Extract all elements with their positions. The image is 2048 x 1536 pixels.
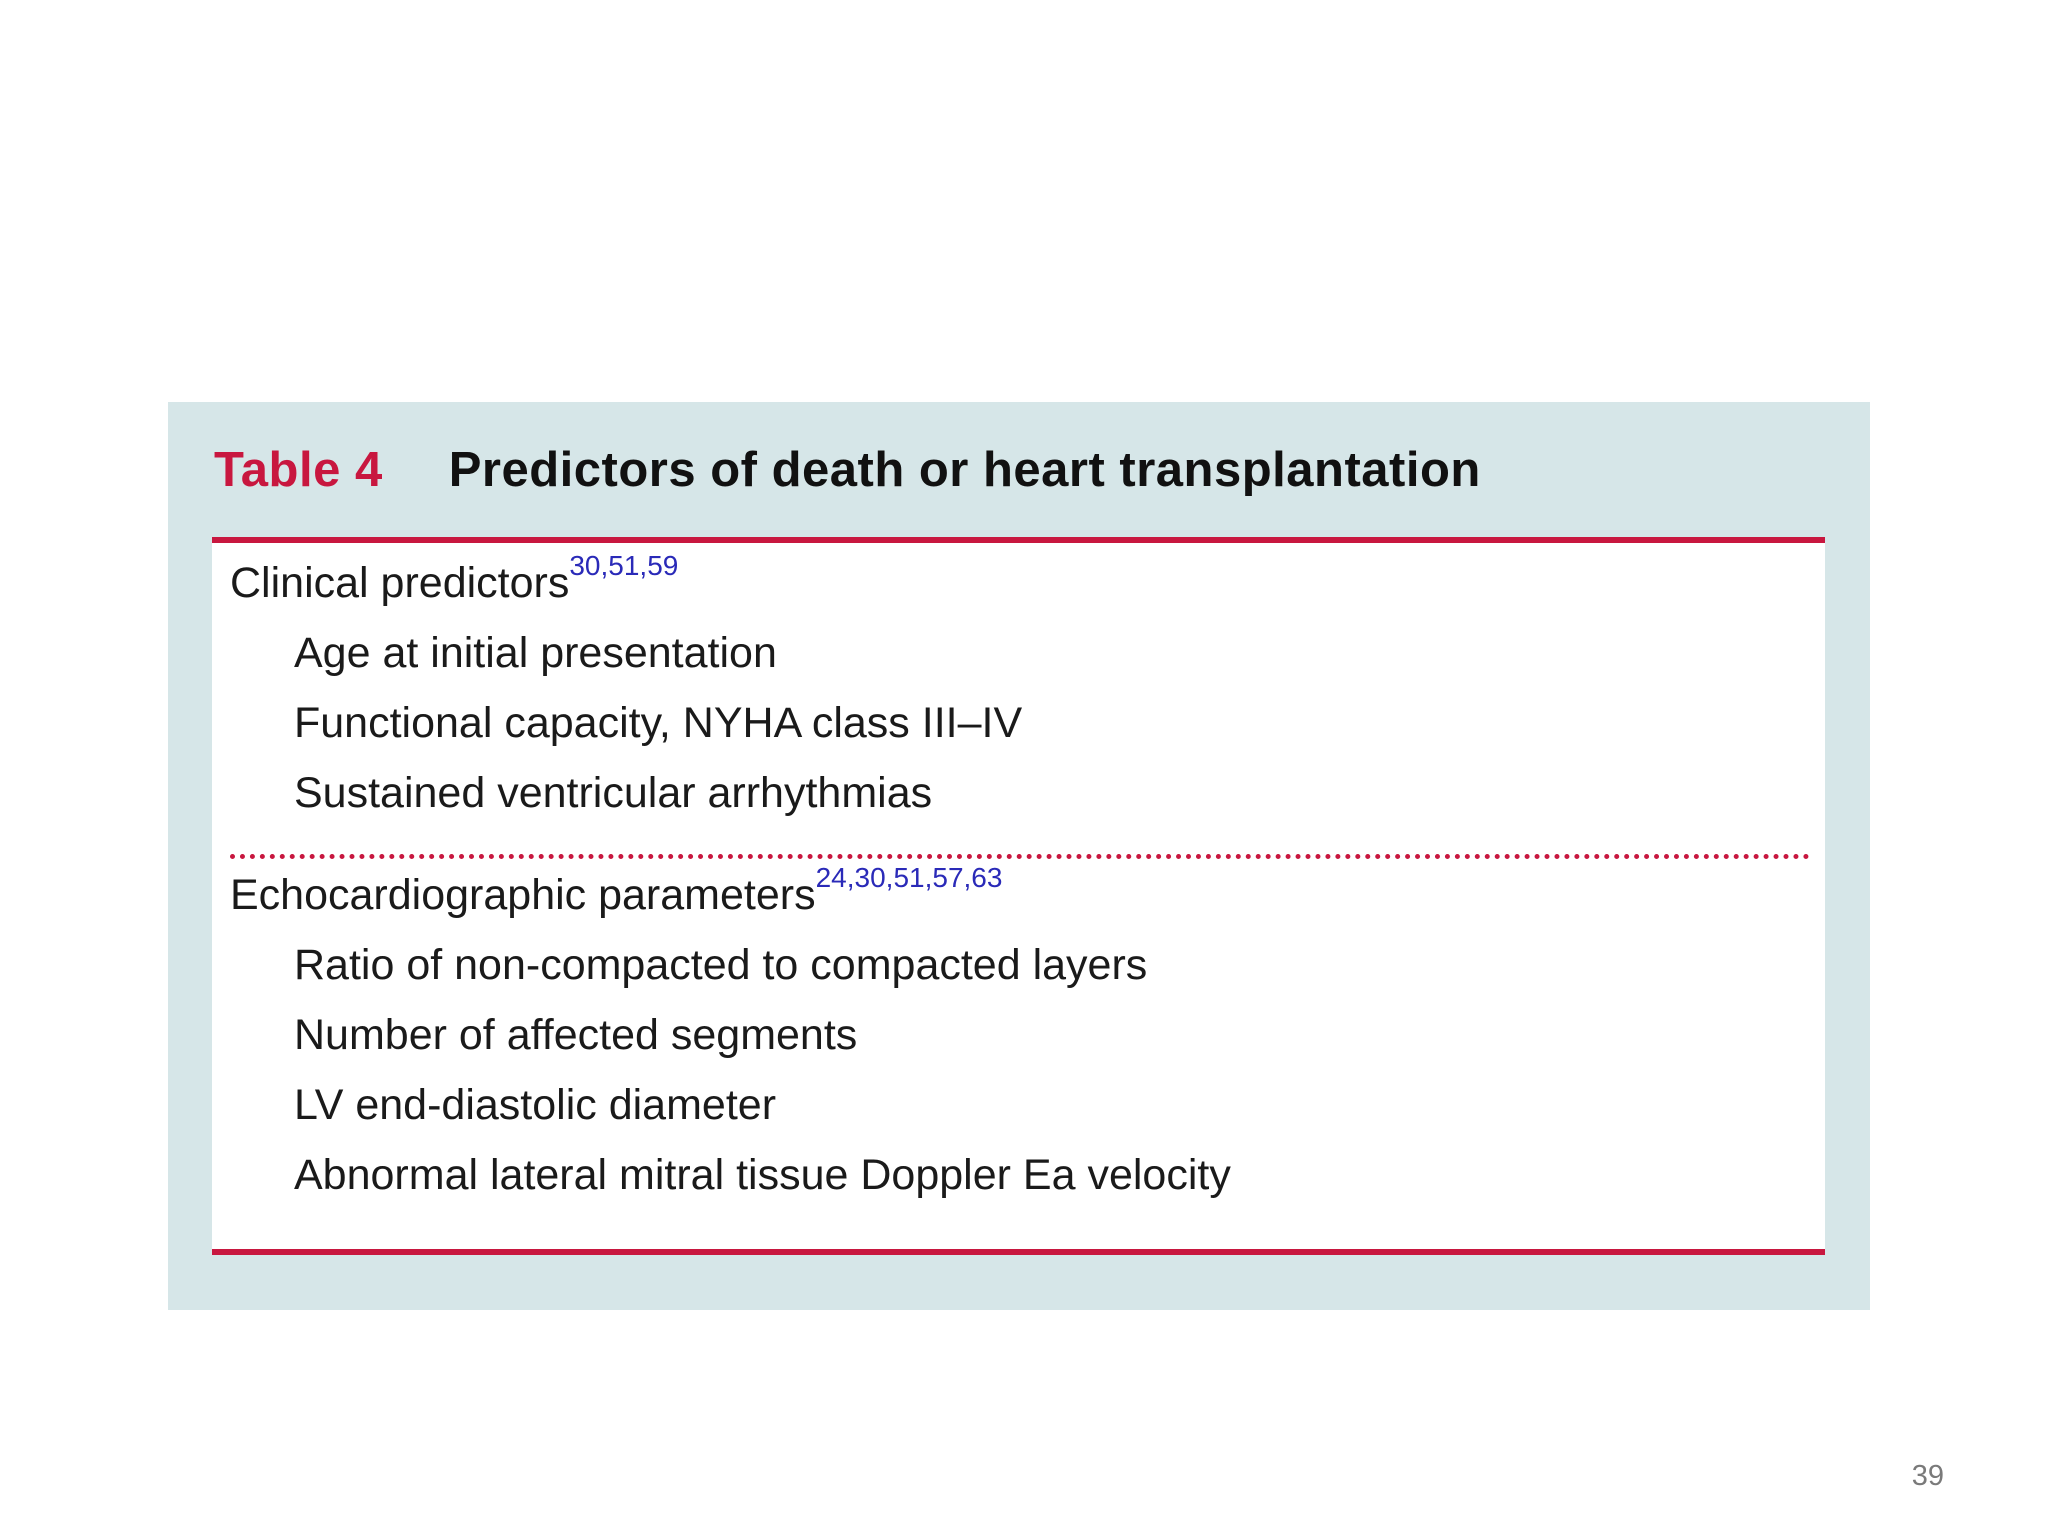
table-number: Table 4	[214, 443, 383, 497]
list-item-doppler-velocity: Abnormal lateral mitral tissue Doppler Ea velocity	[294, 1151, 1231, 1199]
section-references: 24,30,51,57,63	[815, 862, 1003, 893]
section-title-text: Echocardiographic parameters	[230, 871, 816, 919]
section-title-text: Clinical predictors	[230, 559, 570, 607]
list-item-affected-segments: Number of affected segments	[294, 1011, 858, 1059]
table-card	[168, 402, 1870, 1310]
list-item-age: Age at initial presentation	[294, 629, 777, 677]
section-title-echocardiographic-parameters	[230, 862, 1003, 920]
section-divider	[230, 854, 1810, 859]
list-item-lv-diameter: LV end-diastolic diameter	[294, 1081, 777, 1129]
list-item-layer-ratio: Ratio of non-compacted to compacted layers	[294, 941, 1148, 989]
table-header	[214, 440, 1481, 500]
table-title: Predictors of death or heart transplantation	[448, 443, 1481, 497]
section-references: 30,51,59	[569, 550, 679, 581]
page-number: 39	[1911, 1460, 1944, 1492]
table-body	[212, 537, 1825, 1255]
list-item-ventricular-arrhythmias: Sustained ventricular arrhythmias	[294, 769, 933, 817]
section-title-clinical-predictors	[230, 550, 679, 608]
list-item-functional-capacity: Functional capacity, NYHA class III–IV	[294, 699, 1023, 747]
